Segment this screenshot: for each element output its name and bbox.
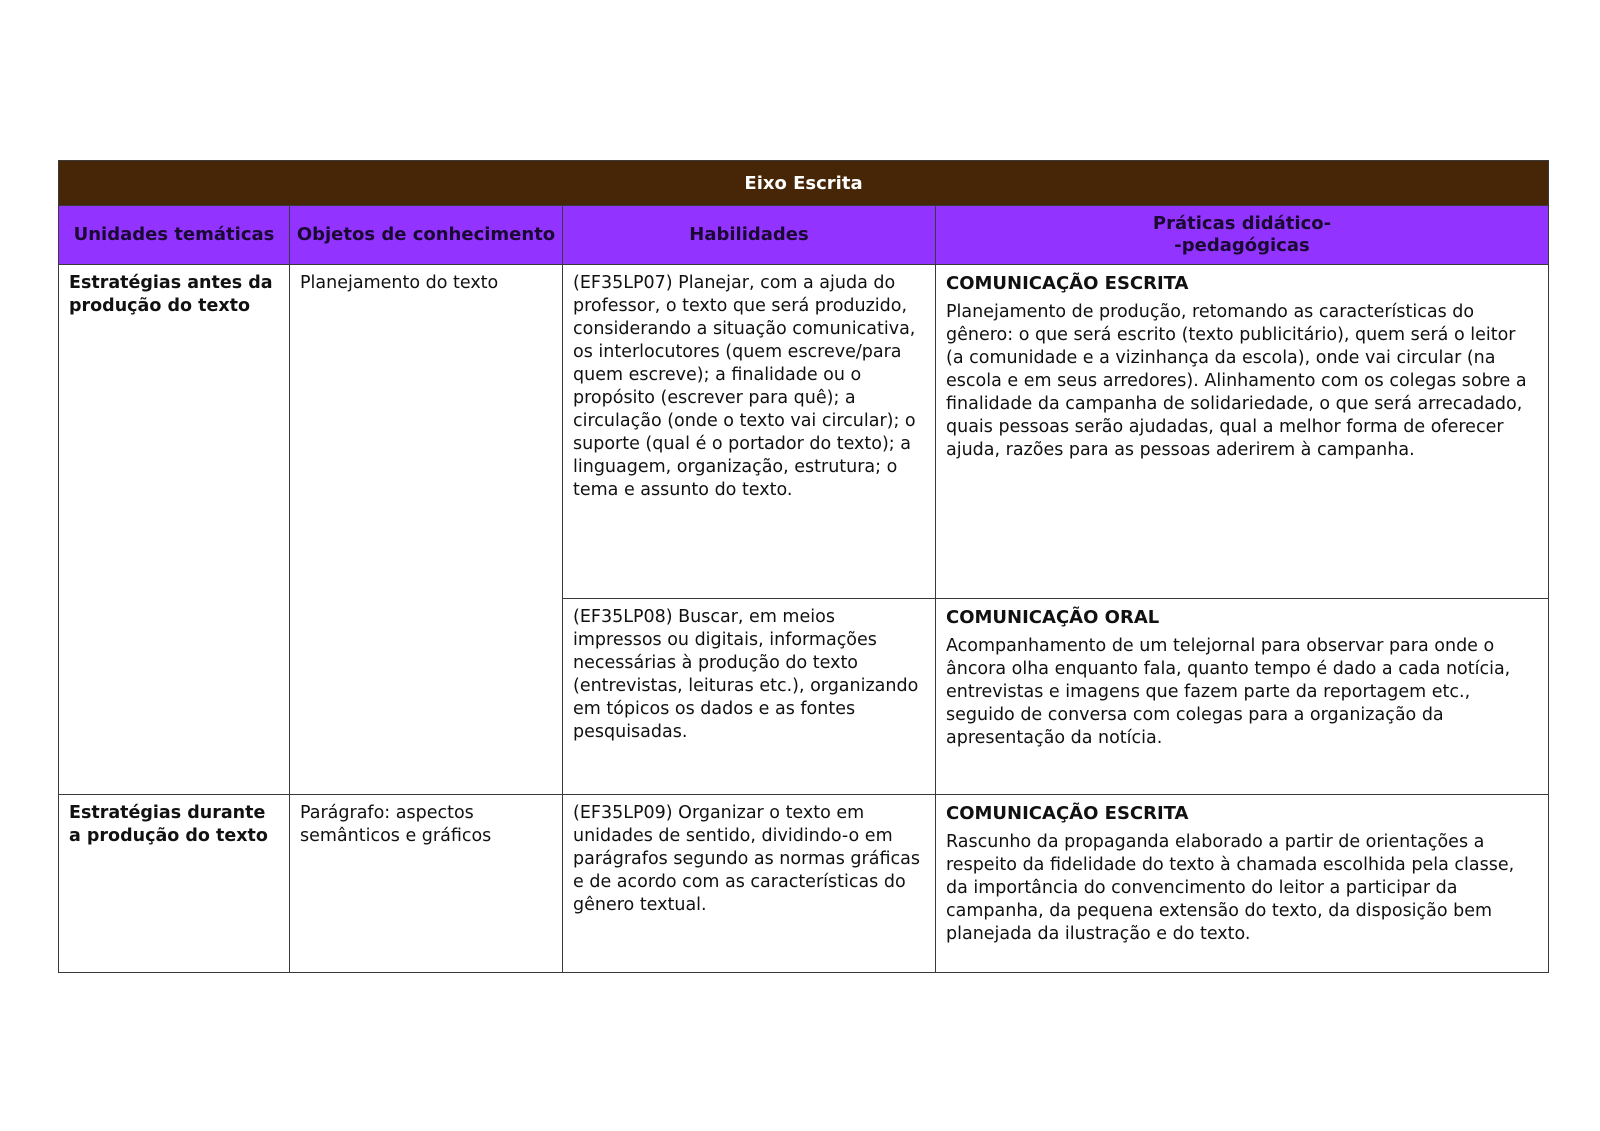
- objeto-cell: Parágrafo: aspectos semânticos e gráficos: [290, 795, 563, 973]
- pratica-title: COMUNICAÇÃO ESCRITA: [946, 273, 1189, 294]
- pratica-text: Acompanhamento de um telejornal para observar para onde o âncora olha enquanto fala, quanto tempo é dado a cada notícia, entrevistas e imagens que fazem parte da reportagem etc., seguido de conversa com colegas para a organização da apresentação da notícia.: [946, 636, 1511, 748]
- pratica-text: Rascunho da propaganda elaborado a partir de orientações a respeito da fidelidade do texto à chamada escolhida pela classe, da importância do convencimento do leitor a participar da campanha, da pequena extensão do texto, da disposição bem planejada da ilustração e do texto.: [946, 832, 1515, 944]
- pratica-text: Planejamento de produção, retomando as características do gênero: o que será escrito (texto publicitário), quem será o leitor (a comunidade e a vizinhança da escola), onde vai circular (na escola e em seus arredores). Alinhamento com os colegas sobre a finalidade da campanha de solidariedade, o que será arrecadado, quais pessoas serão ajudadas, qual a melhor forma de oferecer ajuda, razões para as pessoas aderirem à campanha.: [946, 302, 1527, 460]
- title-row: [59, 161, 1549, 206]
- table-row: [59, 795, 1549, 973]
- header-habilidades: Habilidades: [563, 206, 936, 265]
- header-praticas-line1: Práticas didático-: [1152, 213, 1332, 234]
- curriculum-table: [58, 160, 1549, 973]
- habilidade-cell: (EF35LP07) Planejar, com a ajuda do professor, o texto que será produzido, considerando a situação comunicativa, os interlocutores (quem escreve/para quem escreve); a finalidade ou o propósito (escrever para quê); a circulação (onde o texto vai circular); o suporte (qual é o portador do texto); a linguagem, organização, estrutura; o tema e assunto do texto.: [563, 265, 936, 599]
- header-objetos: Objetos de conhecimento: [290, 206, 563, 265]
- unidade-cell: Estratégias antes da produção do texto: [59, 265, 290, 795]
- pratica-title: COMUNICAÇÃO ESCRITA: [946, 803, 1189, 824]
- header-unidades: Unidades temáticas: [59, 206, 290, 265]
- header-praticas-line2: -pedagógicas: [1174, 235, 1310, 256]
- unidade-cell: Estratégias durante a produção do texto: [59, 795, 290, 973]
- pratica-cell: [936, 265, 1549, 599]
- habilidade-cell: (EF35LP08) Buscar, em meios impressos ou digitais, informações necessárias à produção do texto (entrevistas, leituras etc.), organizando em tópicos os dados e as fontes pesquisadas.: [563, 599, 936, 795]
- pratica-cell: [936, 599, 1549, 795]
- header-row: [59, 206, 1549, 265]
- pratica-title: COMUNICAÇÃO ORAL: [946, 607, 1160, 628]
- table-row: [59, 265, 1549, 599]
- habilidade-cell: (EF35LP09) Organizar o texto em unidades de sentido, dividindo-o em parágrafos segundo as normas gráficas e de acordo com as características do gênero textual.: [563, 795, 936, 973]
- table-title: Eixo Escrita: [59, 161, 1549, 206]
- pratica-cell: [936, 795, 1549, 973]
- objeto-cell: Planejamento do texto: [290, 265, 563, 795]
- header-praticas: [936, 206, 1549, 265]
